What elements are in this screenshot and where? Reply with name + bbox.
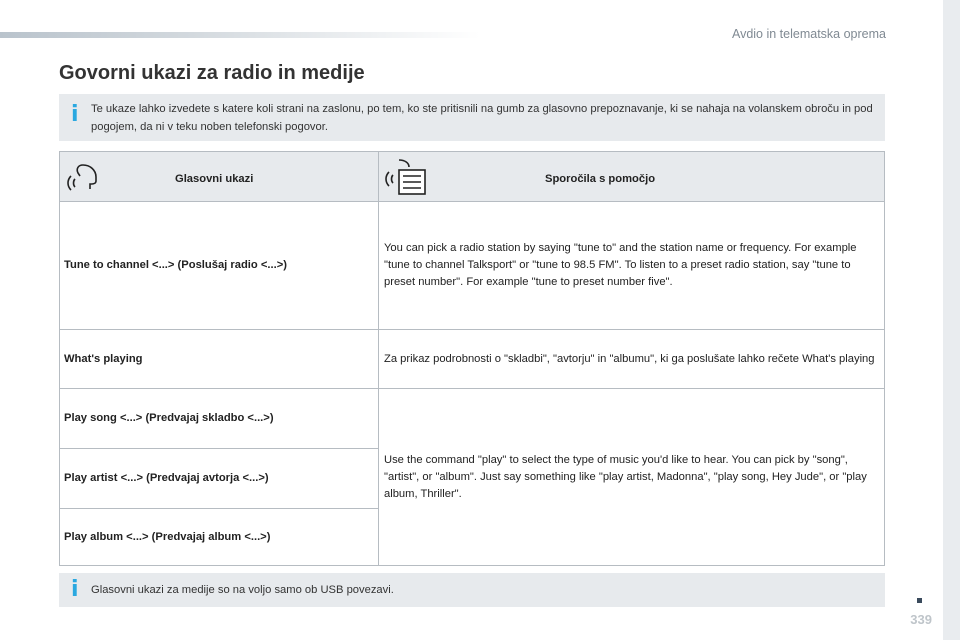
table-row-command: Play album <...> (Predvajaj album <...>) bbox=[64, 530, 271, 543]
page-marker bbox=[917, 598, 922, 603]
help-message-icon bbox=[385, 157, 427, 197]
table-header-help-label: Sporočila s pomočjo bbox=[545, 173, 656, 185]
table-row-help-play: Use the command "play" to select the type of music you'd like to hear. You can pick by "song", "artist", or "album". Just say something like "play artist, Madonna", "play song, Hey Jude", or "play album, Thriller". bbox=[384, 453, 867, 500]
section-title: Avdio in telematska oprema bbox=[731, 27, 886, 41]
intro-note-text: Te ukaze lahko izvedete s katere koli strani na zaslonu, po tem, ko ste pritisnili na gumb za glasovno prepoznavanje, ki se nahaja na volanskem obroču in pod pogojem, da ni v teku noben telefonski pogovor. bbox=[91, 103, 873, 133]
header-decor-bar bbox=[0, 32, 480, 38]
table-header-commands bbox=[60, 152, 378, 201]
info-icon: i bbox=[71, 577, 79, 602]
table-row-command: What's playing bbox=[64, 352, 143, 365]
table-header-commands-label: Glasovni ukazi bbox=[175, 173, 254, 185]
table-divider bbox=[378, 201, 379, 565]
intro-note-box bbox=[59, 94, 885, 141]
table-row-command: Tune to channel <...> (Poslušaj radio <...>) bbox=[64, 259, 287, 271]
page-title: Govorni ukazi za radio in medije bbox=[59, 62, 365, 84]
footer-note-text: Glasovni ukazi za medije so na voljo samo ob USB povezavi. bbox=[91, 584, 394, 596]
voice-commands-table bbox=[59, 151, 885, 566]
info-icon: i bbox=[71, 102, 79, 127]
footer-note-box bbox=[59, 573, 885, 607]
table-row-help: Za prikaz podrobnosti o "skladbi", "avtorju" in "albumu", ki ga poslušate lahko rečete What's playing bbox=[384, 352, 875, 365]
table-row-command: Play artist <...> (Predvajaj avtorja <...>) bbox=[64, 472, 269, 484]
table-row-command: Play song <...> (Predvajaj skladbo <...>) bbox=[64, 412, 274, 424]
page-number: 339 bbox=[910, 612, 932, 627]
table-row-help: You can pick a radio station by saying "tune to" and the station name or frequency. For example "tune to channel Talksport" or "tune to 98.5 FM". To listen to a preset radio station, say "tune to preset number". For example "tune to preset number five". bbox=[384, 242, 857, 288]
table-header-help bbox=[379, 152, 884, 201]
voice-command-icon bbox=[66, 161, 100, 193]
page-edge-strip bbox=[943, 0, 960, 640]
